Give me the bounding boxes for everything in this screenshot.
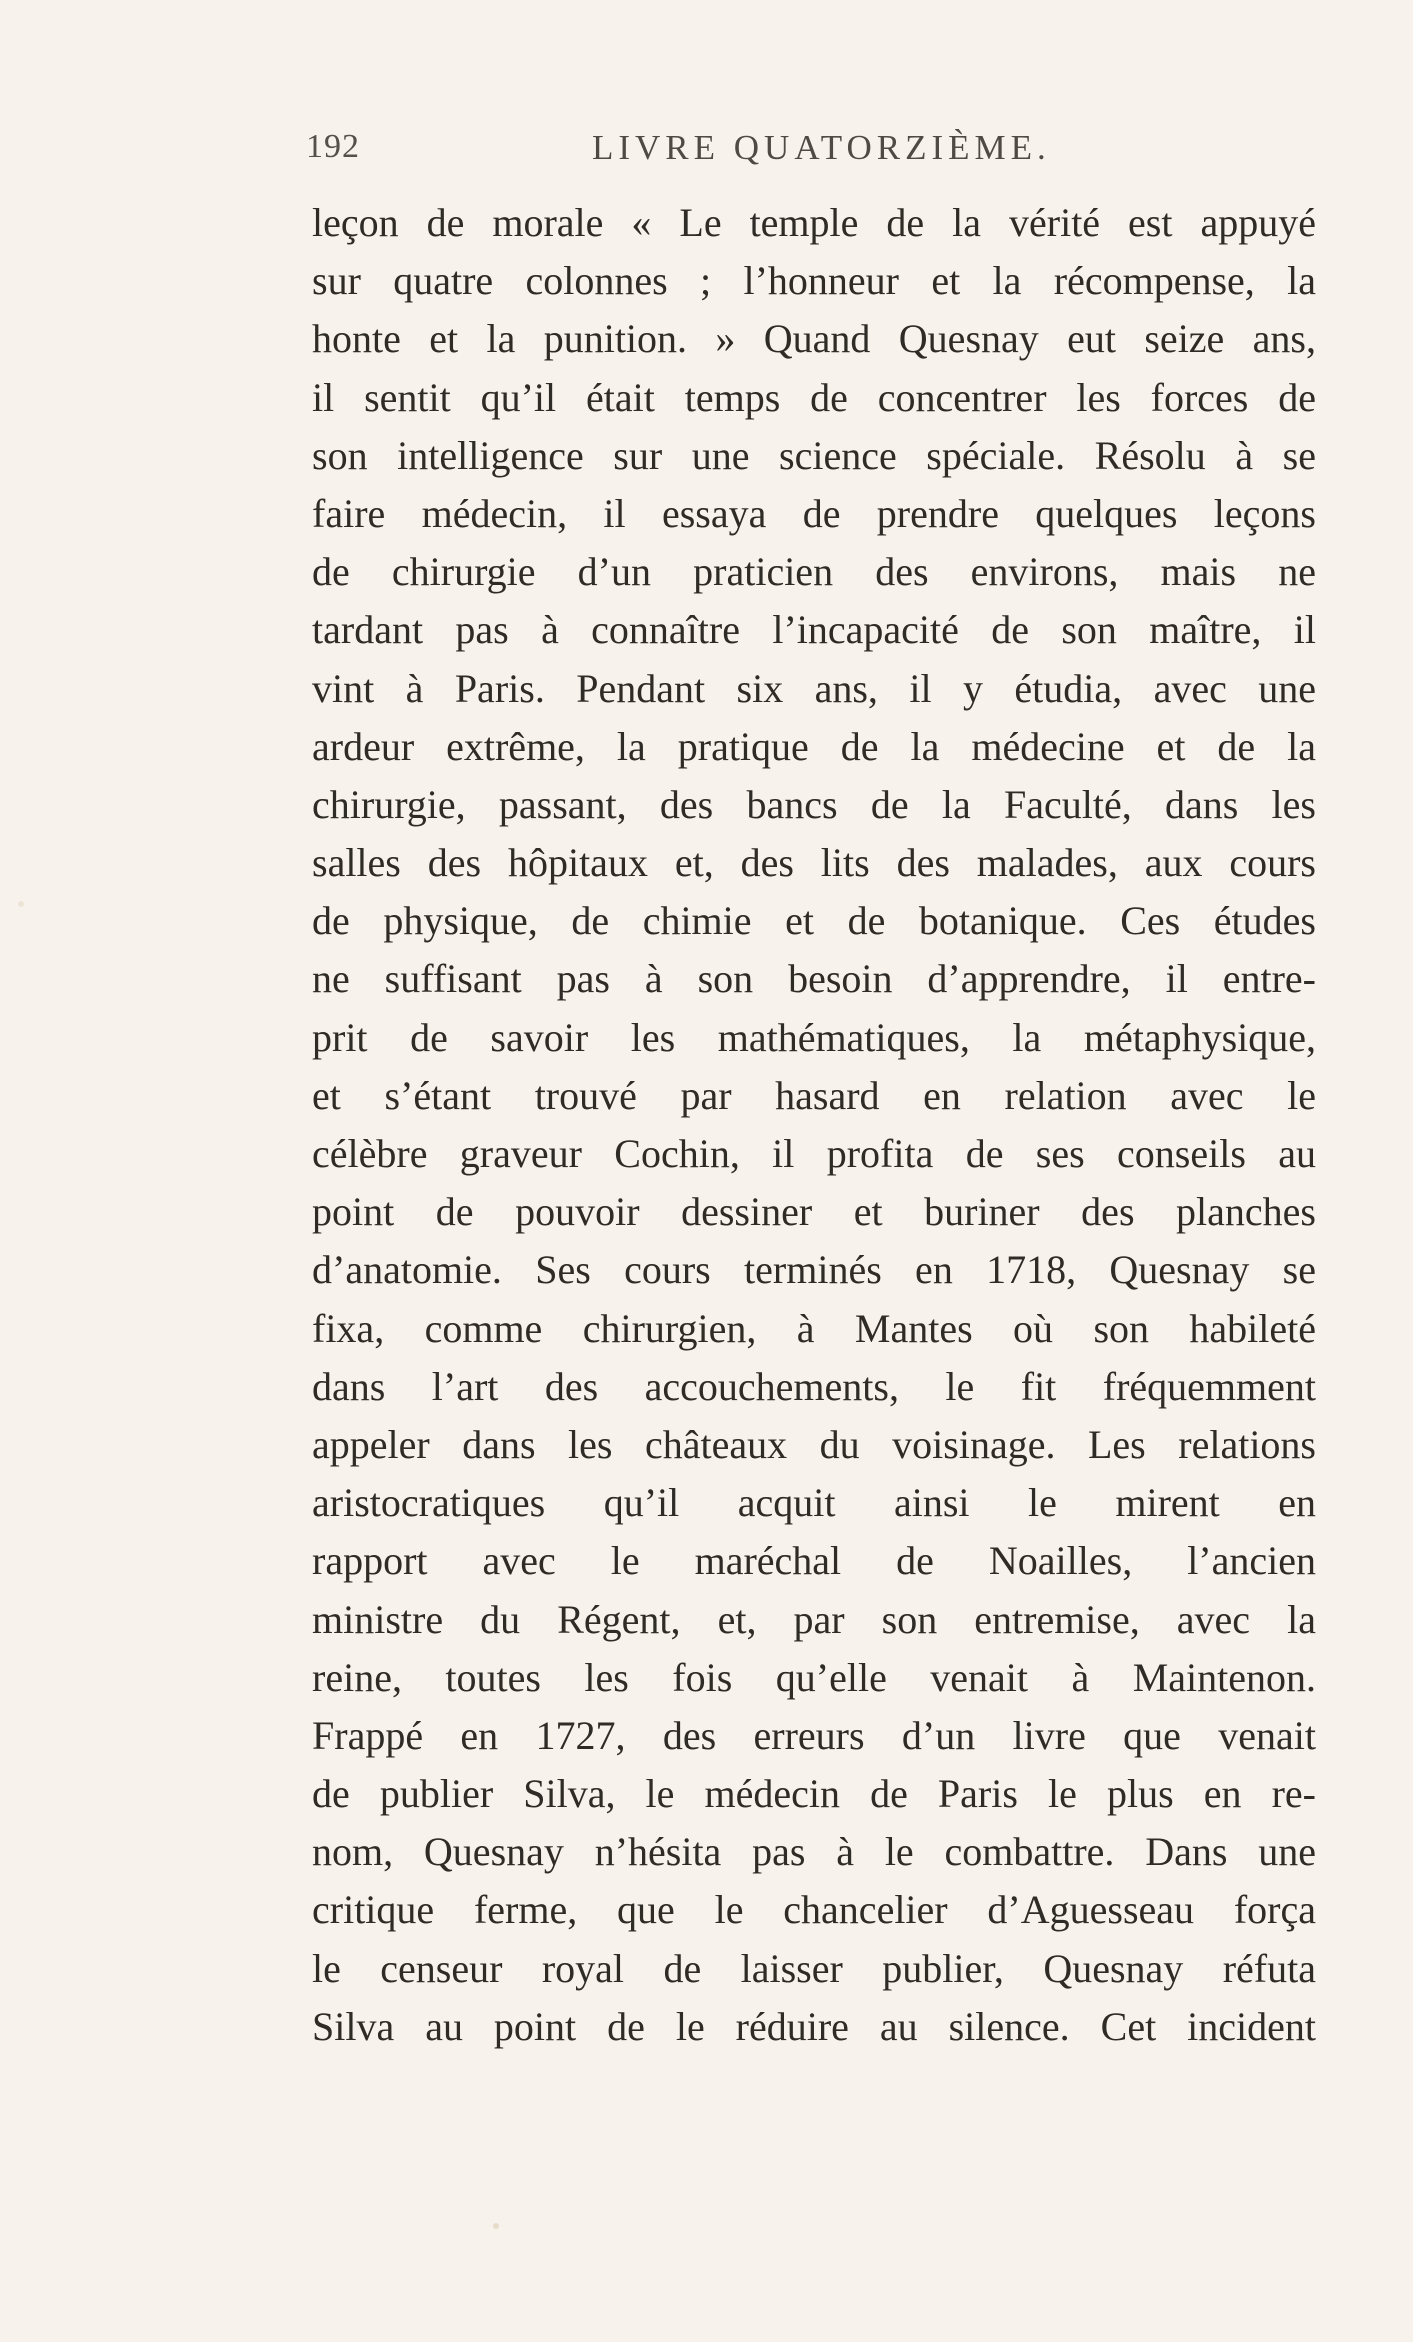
text-line: reine, toutes les fois qu’elle venait à Maintenon. bbox=[312, 1654, 1316, 1700]
text-line: rapport avec le maréchal de Noailles, l’ancien bbox=[312, 1538, 1316, 1584]
text-line: Silva au point de le réduire au silence. Cet incident bbox=[312, 2003, 1316, 2049]
text-line: critique ferme, que le chancelier d’Aguesseau força bbox=[312, 1887, 1316, 1933]
text-line: sur quatre colonnes ; l’honneur et la récompense, la bbox=[312, 258, 1316, 304]
body-text bbox=[312, 194, 1316, 2056]
text-line: le censeur royal de laisser publier, Quesnay réfuta bbox=[312, 1945, 1316, 1991]
text-line: il sentit qu’il était temps de concentrer les forces de bbox=[312, 374, 1316, 420]
text-line: appeler dans les châteaux du voisinage. Les relations bbox=[312, 1421, 1316, 1467]
text-line: son intelligence sur une science spéciale. Résolu à se bbox=[312, 432, 1316, 478]
text-line: ne suffisant pas à son besoin d’apprendre, il entre- bbox=[312, 956, 1316, 1002]
text-line: salles des hôpitaux et, des lits des malades, aux cours bbox=[312, 840, 1316, 886]
text-line: chirurgie, passant, des bancs de la Faculté, dans les bbox=[312, 781, 1316, 827]
text-line: de publier Silva, le médecin de Paris le plus en re- bbox=[312, 1771, 1316, 1817]
text-line: leçon de morale « Le temple de la vérité est appuyé bbox=[312, 200, 1316, 245]
text-line: d’anatomie. Ses cours terminés en 1718, Quesnay se bbox=[312, 1247, 1316, 1293]
text-line: prit de savoir les mathématiques, la métaphysique, bbox=[312, 1014, 1316, 1060]
text-line: aristocratiques qu’il acquit ainsi le mirent en bbox=[312, 1480, 1316, 1526]
text-line: célèbre graveur Cochin, il profita de ses conseils au bbox=[312, 1131, 1316, 1176]
text-line: ministre du Régent, et, par son entremise, avec la bbox=[312, 1596, 1316, 1642]
running-title: LIVRE QUATORZIÈME. bbox=[592, 128, 1051, 167]
text-line: ardeur extrême, la pratique de la médecine et de la bbox=[312, 723, 1316, 769]
text-line: vint à Paris. Pendant six ans, il y étudia, avec une bbox=[312, 665, 1316, 711]
text-line: tardant pas à connaître l’incapacité de son maître, il bbox=[312, 607, 1316, 653]
paper-speck bbox=[493, 2223, 499, 2229]
text-line: dans l’art des accouchements, le fit fréquemment bbox=[312, 1363, 1316, 1409]
text-line: de chirurgie d’un praticien des environs, mais ne bbox=[312, 549, 1316, 595]
text-line: point de pouvoir dessiner et buriner des planches bbox=[312, 1189, 1316, 1235]
text-line: Frappé en 1727, des erreurs d’un livre que venait bbox=[312, 1712, 1316, 1758]
text-line: de physique, de chimie et de botanique. Ces études bbox=[312, 898, 1316, 944]
text-line: faire médecin, il essaya de prendre quelques leçons bbox=[312, 490, 1316, 536]
paper-speck bbox=[18, 901, 24, 907]
text-line: et s’étant trouvé par hasard en relation avec le bbox=[312, 1072, 1316, 1118]
page-number: 192 bbox=[306, 128, 360, 165]
running-head bbox=[306, 128, 1311, 174]
text-line: nom, Quesnay n’hésita pas à le combattre. Dans une bbox=[312, 1829, 1316, 1875]
text-line: honte et la punition. » Quand Quesnay eut seize ans, bbox=[312, 316, 1316, 362]
text-line: fixa, comme chirurgien, à Mantes où son habileté bbox=[312, 1305, 1316, 1351]
